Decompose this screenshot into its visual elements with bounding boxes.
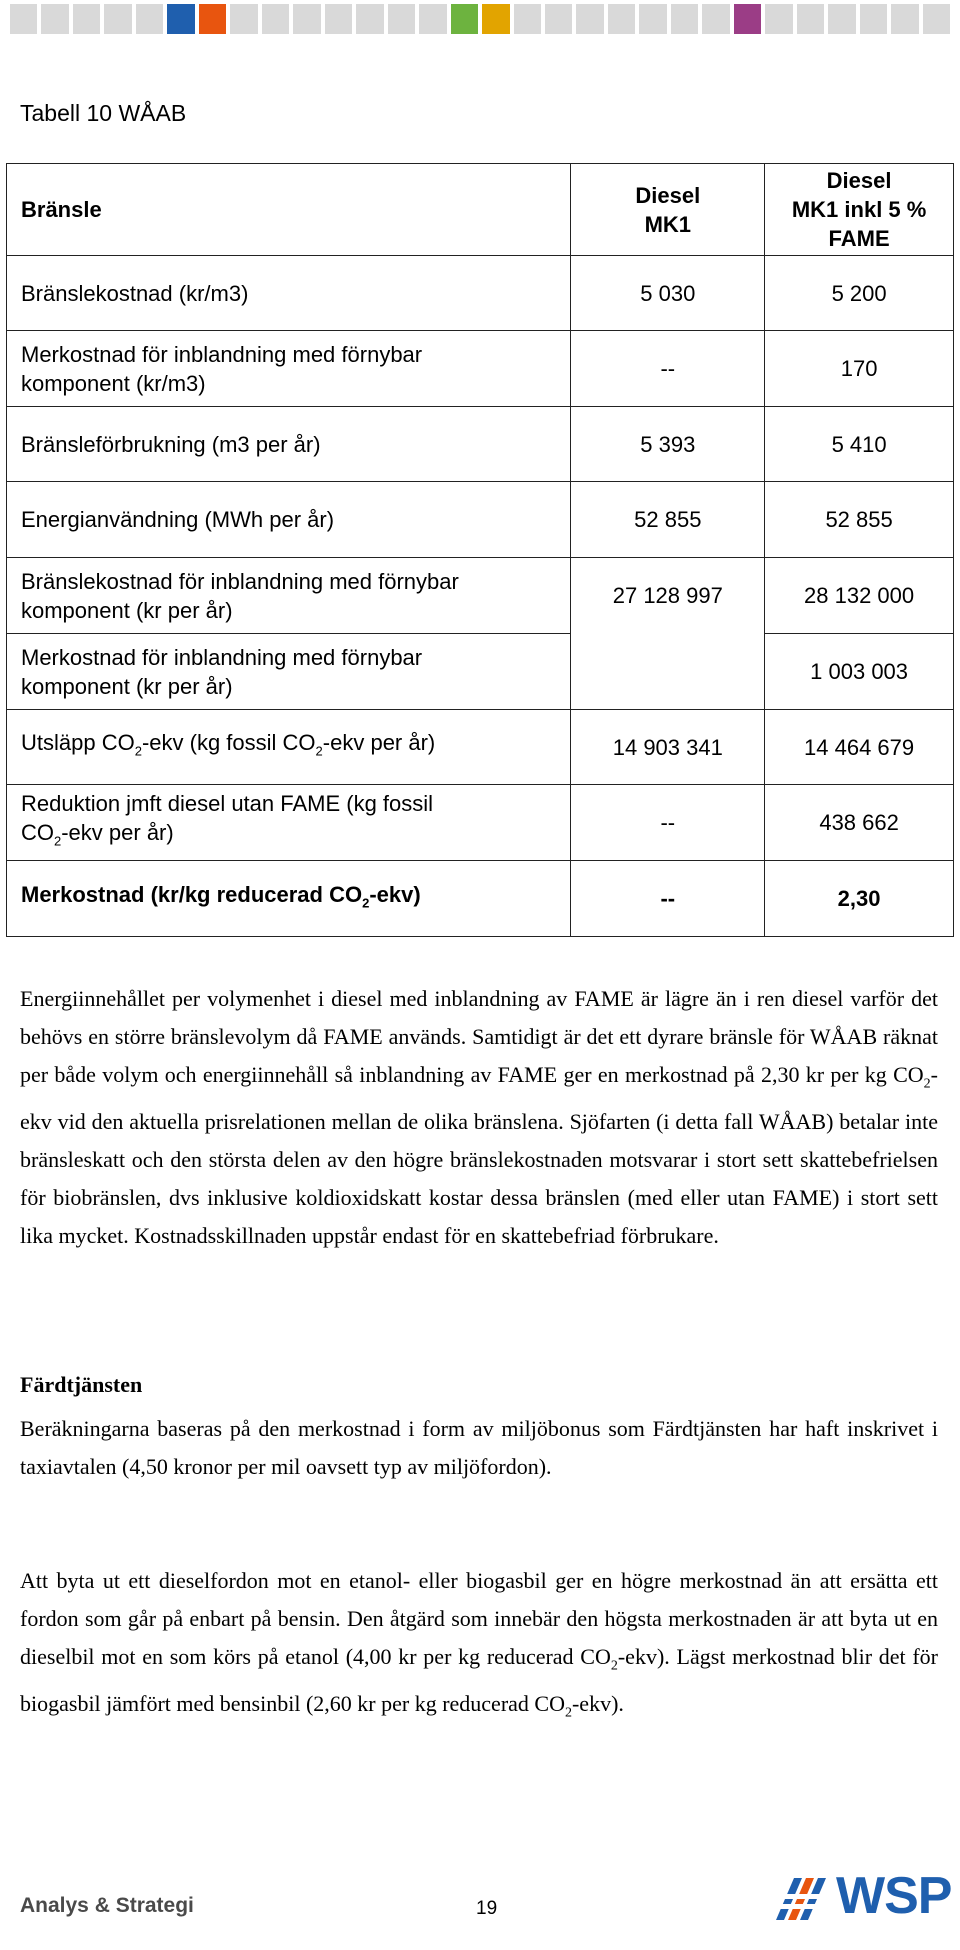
color-bar-block bbox=[293, 4, 320, 34]
footer-title: Analys & Strategi bbox=[20, 1894, 194, 1917]
paragraph-vehicle-replacement: Att byta ut ett dieselfordon mot en etanol- eller biogasbil ger en högre merkostnad än att ersätta ett fordon som går på enbart på bensin. Den åtgärd som innebär den högsta merkostnaden är att byta ut en dieselbil mot en som körs på etanol (4,00 kr per kg reducerad $CO_2-ekv$). Lägst merkostnad blir det för biogasbil jämfört med bensinbil (2,60 kr per kg reducerad $CO_2-ekv$). bbox=[20, 1568, 939, 1721]
color-bar-block bbox=[545, 4, 572, 34]
table-row: Merkostnad för inblandning med förnybar komponent (kr/m3) -- 170 bbox=[7, 331, 954, 407]
table-caption: Tabell 10 WÅAB bbox=[20, 100, 187, 126]
color-bar-block bbox=[419, 4, 446, 34]
color-bar-block bbox=[514, 4, 541, 34]
color-bar-block bbox=[765, 4, 792, 34]
fuel-cost-table bbox=[6, 163, 954, 937]
table-row: Bränslekostnad (kr/m3) 5 030 5 200 bbox=[7, 256, 954, 331]
table-row: Merkostnad (kr/kg reducerad $CO_2-ekv$) -- 2,30 bbox=[7, 861, 954, 937]
header-fuel: Bränsle bbox=[7, 164, 571, 256]
color-bar-block bbox=[702, 4, 729, 34]
wsp-logo bbox=[772, 1867, 952, 1925]
color-bar-block bbox=[10, 4, 37, 34]
table-row: Reduktion jmft diesel utan FAME (kg fossil $CO_2$-ekv per år) -- 438 662 bbox=[7, 785, 954, 861]
color-bar-block bbox=[891, 4, 918, 34]
table-row: Energianvändning (MWh per år) 52 855 52 855 bbox=[7, 482, 954, 558]
header-diesel-mk1-fame: Diesel MK1 inkl 5 % FAME bbox=[765, 164, 954, 256]
color-bar-block bbox=[608, 4, 635, 34]
color-bar-block bbox=[797, 4, 824, 34]
color-bar-block bbox=[734, 4, 761, 34]
color-bar-block bbox=[828, 4, 855, 34]
color-bar-block bbox=[482, 4, 509, 34]
color-bar-block bbox=[388, 4, 415, 34]
table-row: Merkostnad för inblandning med förnybar komponent (kr per år) 1 003 003 bbox=[7, 634, 954, 710]
color-bar-block bbox=[860, 4, 887, 34]
color-bar-block bbox=[325, 4, 352, 34]
color-bar-block bbox=[73, 4, 100, 34]
color-bar-block bbox=[671, 4, 698, 34]
color-bar-block bbox=[41, 4, 68, 34]
paragraph-energy-content: Energiinnehållet per volymenhet i diesel med inblandning av FAME är lägre än i ren diesel varför det behövs en större bränslevolym då FAME används. Samtidigt är det ett dyrare bränsle för WÅAB räknat per både volym och energiinnehåll så inblandning av FAME ger en merkostnad på 2,30 kr per kg $CO_2$-ekv vid den aktuella prisrelationen mellan de olika bränslena. Sjöfarten (i detta fall WÅAB) betalar inte bränsleskatt och den största delen av den högre bränslekostnaden motsvarar i stort sett skattebefrielsen för biobränslen, dvs inklusive koldioxidskatt kostar dessa bränslen (med eller utan FAME) i stort sett lika mycket. Kostnadsskillnaden uppstår endast för en skattebefriad förbrukare. bbox=[20, 986, 938, 1249]
color-bar-block bbox=[230, 4, 257, 34]
color-bar-block bbox=[451, 4, 478, 34]
color-bar-block bbox=[262, 4, 289, 34]
table-row: Utsläpp $CO_2$-ekv (kg fossil $CO_2$-ekv per år) 14 903 341 14 464 679 bbox=[7, 710, 954, 785]
color-bar-block bbox=[639, 4, 666, 34]
table-row: Bränslekostnad för inblandning med förnybar komponent (kr per år) 27 128 997 28 132 000 bbox=[7, 558, 954, 634]
table-row: Bränsleförbrukning (m3 per år) 5 393 5 410 bbox=[7, 407, 954, 482]
section-heading: Färdtjänsten bbox=[20, 1372, 143, 1397]
header-diesel-mk1: Diesel MK1 bbox=[571, 164, 765, 256]
table-header-row bbox=[7, 164, 954, 256]
color-bar-block bbox=[167, 4, 194, 34]
wsp-logo-text: WSP bbox=[836, 1867, 952, 1925]
header-color-bar bbox=[10, 4, 950, 34]
paragraph-fardtjansten: Beräkningarna baseras på den merkostnad i form av miljöbonus som Färdtjänsten har haft inskrivet i taxiavtalen (4,50 kronor per mil oavsett typ av miljöfordon). bbox=[20, 1416, 938, 1479]
color-bar-block bbox=[576, 4, 603, 34]
color-bar-block bbox=[356, 4, 383, 34]
wsp-logo-mark bbox=[772, 1870, 830, 1922]
color-bar-block bbox=[199, 4, 226, 34]
color-bar-block bbox=[104, 4, 131, 34]
color-bar-block bbox=[923, 4, 950, 34]
page-number: 19 bbox=[476, 1898, 498, 1919]
color-bar-block bbox=[136, 4, 163, 34]
